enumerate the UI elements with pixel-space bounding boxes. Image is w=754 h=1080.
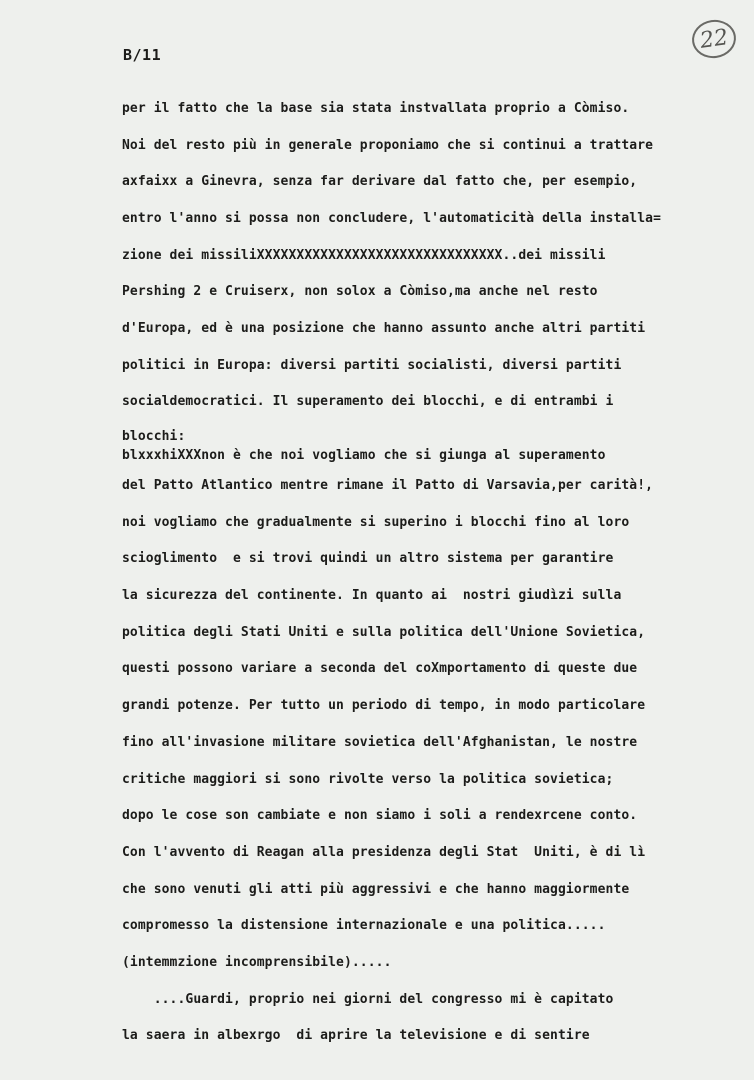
text-line: Con l'avvento di Reagan alla presidenza degli Stat Uniti, è di lì [122,844,646,860]
text-line: questi possono variare a seconda del coXmportamento di queste due [122,661,638,677]
text-line: Pershing 2 e Cruiserx, non solox a Còmiso,ma anche nel resto [122,284,598,300]
text-line: socialdemocratici. Il superamento dei blocchi, e di entrambi i [122,394,614,410]
text-line: per il fatto che la base sia stata instvallata proprio a Còmiso. [122,100,630,116]
text-line: che sono venuti gli atti più aggressivi e che hanno maggiormente [122,881,630,897]
text-line: zione dei missiliXXXXXXXXXXXXXXXXXXXXXXXXXXXXXXX..dei missili [122,247,606,263]
text-line: scioglimento e si trovi quindi un altro sistema per garantire [122,551,614,567]
text-line: critiche maggiori si sono rivolte verso la politica sovietica; [122,771,614,787]
text-line: fino all'invasione militare sovietica dell'Afghanistan, le nostre [122,734,638,750]
document-reference: B/11 [123,46,162,64]
page-number-stamp: 22 [690,17,739,61]
text-line: ....Guardi, proprio nei giorni del congresso mi è capitato [122,991,614,1007]
text-line: noi vogliamo che gradualmente si superino i blocchi fino al loro [122,514,630,530]
typed-text-body [122,90,754,1054]
text-line: la saera in albexrgo di aprire la televisione e di sentire [122,1028,590,1044]
text-line: la sicurezza del continente. In quanto ai nostri giudìzi sulla [122,588,622,604]
text-line: blocchi: [122,429,186,445]
text-line: (intemmzione incomprensibile)..... [122,954,392,970]
text-line: compromesso la distensione internazionale e una politica..... [122,918,606,934]
text-line: politica degli Stati Uniti e sulla politica dell'Unione Sovietica, [122,624,646,640]
text-line: d'Europa, ed è una posizione che hanno assunto anche altri partiti [122,320,646,336]
text-line: grandi potenze. Per tutto un periodo di tempo, in modo particolare [122,698,646,714]
text-line: axfaixx a Ginevra, senza far derivare dal fatto che, per esempio, [122,174,638,190]
text-line: politici in Europa: diversi partiti socialisti, diversi partiti [122,357,622,373]
text-line: Noi del resto più in generale proponiamo che si continui a trattare [122,137,654,153]
text-line: dopo le cose son cambiate e non siamo i soli a rendexrcene conto. [122,808,638,824]
text-line: entro l'anno si possa non concludere, l'automaticità della installa= [122,210,662,226]
text-line: del Patto Atlantico mentre rimane il Patto di Varsavia,per carità!, [122,478,654,494]
text-line: blxxxhiXXXnon è che noi vogliamo che si giunga al superamento [122,448,606,464]
